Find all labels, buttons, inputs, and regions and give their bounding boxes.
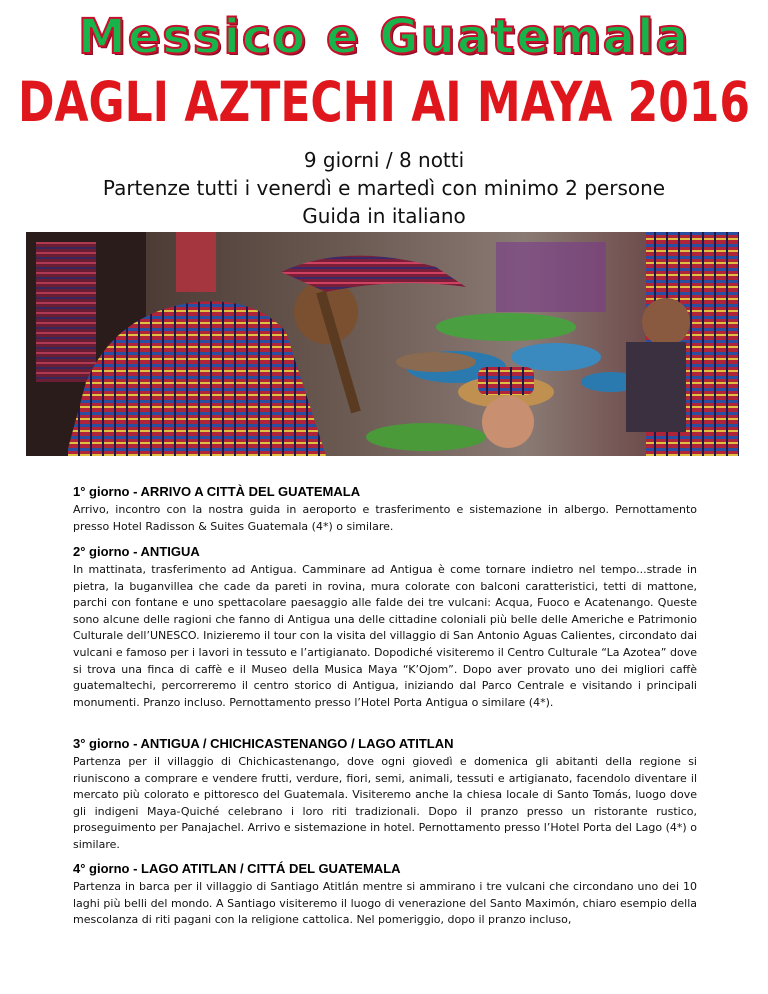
brochure-subtitle: DAGLI AZTECHI AI MAYA 2016 bbox=[17, 70, 751, 135]
day-4 bbox=[73, 861, 697, 929]
day-3-text: Partenza per il villaggio di Chichicastenango, dove ogni giovedì e domenica gli abitanti della regione si riuniscono a comprare e vendere frutti, verdure, fiori, semi, animali, tessuti e artigianato, facendolo diventare il mercato più colorato e pittoresco del Guatemala. Visiteremo anche la chiesa locale di Santo Tomás, luogo dove gli indigeni Maya-Quiché celebrano i loro riti tradizionali. Dopo il pranzo presso un ristorante rustico, proseguimento per Panajachel. Arrivo e sistemazione in hotel. Pernottamento presso l’Hotel Porta del Lago (4*) o similare. bbox=[73, 755, 697, 851]
market-photo-illustration bbox=[26, 232, 739, 456]
day-1 bbox=[73, 484, 697, 535]
day-2-text: In mattinata, trasferimento ad Antigua. Camminare ad Antigua è come tornare indietro nel tempo...strade in pietra, la buganvillea che cade da pareti in rovina, mura colorate con balconi caratteristici, tetti di mattone, parchi con fontane e uno spettacolare paesaggio alle falde dei tre vulcani: Acqua, Fuoco e Acatenango. Queste sono alcune delle ragioni che fanno di Antigua una delle cittadine coloniali più belle delle Americhe e Patrimonio Culturale dell’UNESCO. Inizieremo il tour con la visita del villaggio di San Antonio Aguas Calientes, circondato dai vulcani e famoso per i lavori in tessuto e l’artigianato. Dopodiché visiteremo il Centro Culturale “La Azotea” dove si trova una finca di caffè e il Museo della Musica Maya “K’Ojom”. Dopo aver provato uno dei migliori caffè guatemaltechi, percorreremo il centro storico di Antigua, iniziando dal Parco Centrale e visitando i principali monumenti. Pranzo incluso. Pernottamento presso l’Hotel Porta Antigua o similare (4*). bbox=[73, 563, 697, 709]
trip-duration: 9 giorni / 8 notti bbox=[303, 148, 465, 172]
day-1-text: Arrivo, incontro con la nostra guida in aeroporto e trasferimento e sistemazione in albergo. Pernottamento presso Hotel Radisson & Suites Guatemala (4*) o similare. bbox=[73, 503, 697, 533]
day-4-heading: 4° giorno - LAGO ATITLAN / CITTÁ DEL GUATEMALA bbox=[73, 861, 401, 876]
guide-language: Guida in italiano bbox=[302, 204, 466, 228]
day-3 bbox=[73, 736, 697, 854]
departure-info: Partenze tutti i venerdì e martedì con minimo 2 persone bbox=[102, 176, 666, 200]
day-2 bbox=[73, 544, 697, 711]
brochure-title: Messico e Guatemala bbox=[77, 9, 691, 65]
day-3-heading: 3° giorno - ANTIGUA / CHICHICASTENANGO / LAGO ATITLAN bbox=[73, 736, 454, 751]
day-1-heading: 1° giorno - ARRIVO A CITTÀ DEL GUATEMALA bbox=[73, 484, 361, 499]
day-2-heading: 2° giorno - ANTIGUA bbox=[73, 544, 200, 559]
market-photo bbox=[26, 232, 739, 456]
day-4-text: Partenza in barca per il villaggio di Santiago Atitlán mentre si ammirano i tre vulcani che circondano uno dei 10 laghi più belli del mondo. A Santiago visiteremo il luogo di venerazione del Santo Maximón, chiaro esempio della mescolanza di riti pagani con la religione cattolica. Nel pomeriggio, dopo il pranzo incluso, bbox=[73, 880, 697, 927]
